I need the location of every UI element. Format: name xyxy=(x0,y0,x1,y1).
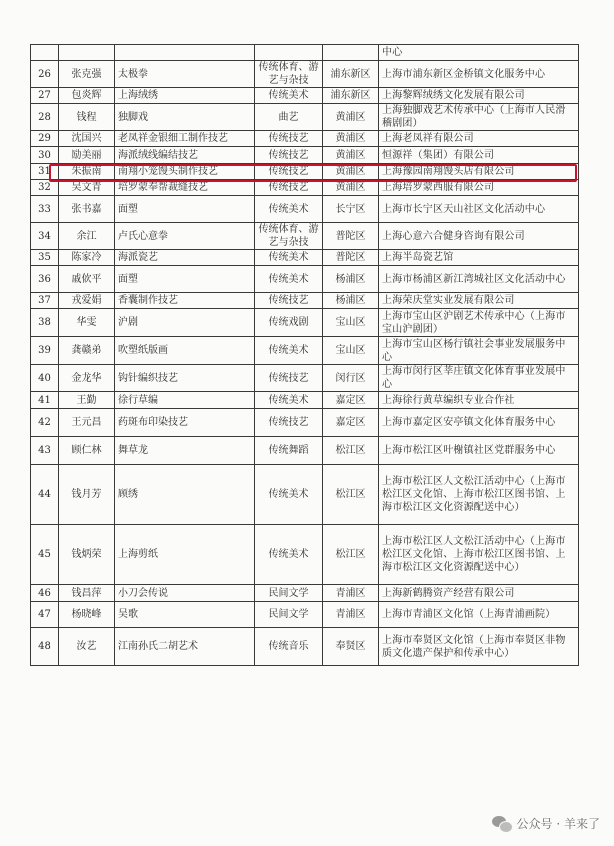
table-row xyxy=(31,164,579,180)
cell-number: 45 xyxy=(31,525,59,585)
table-body xyxy=(31,45,579,666)
cell-category: 传统美术 xyxy=(255,88,323,104)
cell-district: 浦东新区 xyxy=(323,88,379,104)
cell-unit: 上海市松江区人文松江活动中心（上海市松江区文化馆、上海市松江区图书馆、上海市松江区文化资源配送中心） xyxy=(379,525,579,585)
cell-unit: 上海培罗蒙西服有限公司 xyxy=(379,180,579,196)
cell-name: 陈家冷 xyxy=(59,250,115,266)
cell-project: 药斑布印染技艺 xyxy=(115,409,255,437)
cell-number: 30 xyxy=(31,147,59,164)
cell-district: 青浦区 xyxy=(323,602,379,628)
cell-project: 面塑 xyxy=(115,196,255,223)
table-row xyxy=(31,147,579,164)
cell-number: 47 xyxy=(31,602,59,628)
cell-category: 传统美术 xyxy=(255,525,323,585)
cell-district: 宝山区 xyxy=(323,337,379,365)
cell-number: 39 xyxy=(31,337,59,365)
cell-category: 传统舞蹈 xyxy=(255,437,323,465)
cell-project: 顾绣 xyxy=(115,465,255,525)
cell-district: 闵行区 xyxy=(323,365,379,392)
cell-number: 36 xyxy=(31,266,59,293)
cell-unit: 上海市宝山区沪剧艺术传承中心（上海市宝山沪剧团） xyxy=(379,309,579,337)
cell-unit: 上海市奉贤区文化馆（上海市奉贤区非物质文化遗产保护和传承中心） xyxy=(379,628,579,666)
cell-category: 曲艺 xyxy=(255,104,323,131)
cell-category: 传统技艺 xyxy=(255,180,323,196)
table-row xyxy=(31,180,579,196)
table-row xyxy=(31,628,579,666)
cell-project: 上海绒绣 xyxy=(115,88,255,104)
cell-category: 传统技艺 xyxy=(255,293,323,309)
cell-number: 31 xyxy=(31,164,59,180)
cell-category: 传统技艺 xyxy=(255,147,323,164)
cell-category: 传统技艺 xyxy=(255,164,323,180)
cell-unit: 上海新鹤腾资产经营有限公司 xyxy=(379,585,579,602)
cell-district: 杨浦区 xyxy=(323,266,379,293)
cell-number: 29 xyxy=(31,131,59,147)
cell-category: 传统技艺 xyxy=(255,409,323,437)
cell-number: 35 xyxy=(31,250,59,266)
cell-number: 27 xyxy=(31,88,59,104)
cell-project: 海派瓷艺 xyxy=(115,250,255,266)
table-row xyxy=(31,309,579,337)
table-row xyxy=(31,266,579,293)
cell-number: 28 xyxy=(31,104,59,131)
cell-name: 华雯 xyxy=(59,309,115,337)
cell-unit: 上海市松江区人文松江活动中心（上海市松江区文化馆、上海市松江区图书馆、上海市松江区文化资源配送中心） xyxy=(379,465,579,525)
cell-project: 上海剪纸 xyxy=(115,525,255,585)
cell-name: 龚赣弟 xyxy=(59,337,115,365)
cell-name: 励美丽 xyxy=(59,147,115,164)
cell-district: 嘉定区 xyxy=(323,392,379,409)
cell-district: 黄浦区 xyxy=(323,131,379,147)
cell-project: 太极拳 xyxy=(115,61,255,88)
cell-unit: 上海黎辉绒绣文化发展有限公司 xyxy=(379,88,579,104)
cell-unit: 上海半岛瓷艺馆 xyxy=(379,250,579,266)
cell-name: 钱炳荣 xyxy=(59,525,115,585)
cell-project: 沪剧 xyxy=(115,309,255,337)
cell-name: 吴文青 xyxy=(59,180,115,196)
cell-number: 44 xyxy=(31,465,59,525)
cell-project: 老凤祥金银细工制作技艺 xyxy=(115,131,255,147)
cell-category xyxy=(255,45,323,61)
cell-category: 传统美术 xyxy=(255,250,323,266)
cell-unit: 上海荣庆堂实业发展有限公司 xyxy=(379,293,579,309)
table-row xyxy=(31,131,579,147)
cell-unit: 中心 xyxy=(379,45,579,61)
cell-project xyxy=(115,45,255,61)
cell-project: 培罗蒙奉帮裁缝技艺 xyxy=(115,180,255,196)
table-row xyxy=(31,223,579,250)
cell-number: 42 xyxy=(31,409,59,437)
cell-unit: 上海市宝山区杨行镇社会事业发展服务中心 xyxy=(379,337,579,365)
cell-category: 传统音乐 xyxy=(255,628,323,666)
cell-district: 青浦区 xyxy=(323,585,379,602)
cell-unit: 上海独脚戏艺术传承中心（上海市人民滑稽剧团） xyxy=(379,104,579,131)
cell-unit: 上海市浦东新区金桥镇文化服务中心 xyxy=(379,61,579,88)
table-row xyxy=(31,104,579,131)
cell-category: 民间文学 xyxy=(255,585,323,602)
inheritor-table xyxy=(30,44,579,666)
cell-category: 传统美术 xyxy=(255,266,323,293)
cell-number: 40 xyxy=(31,365,59,392)
table-row xyxy=(31,525,579,585)
cell-project: 吹塑纸版画 xyxy=(115,337,255,365)
cell-unit: 上海市长宁区天山社区文化活动中心 xyxy=(379,196,579,223)
cell-name: 张克强 xyxy=(59,61,115,88)
cell-name: 余江 xyxy=(59,223,115,250)
cell-unit: 上海徐行黄草编织专业合作社 xyxy=(379,392,579,409)
wechat-icon xyxy=(492,816,512,832)
cell-name: 杨晓峰 xyxy=(59,602,115,628)
cell-project: 江南孙氏二胡艺术 xyxy=(115,628,255,666)
cell-unit: 上海豫园南翔馒头店有限公司 xyxy=(379,164,579,180)
table-row xyxy=(31,602,579,628)
cell-number xyxy=(31,45,59,61)
table-row xyxy=(31,365,579,392)
cell-name: 张书嘉 xyxy=(59,196,115,223)
cell-district: 普陀区 xyxy=(323,223,379,250)
cell-name: 钱昌萍 xyxy=(59,585,115,602)
cell-number: 33 xyxy=(31,196,59,223)
cell-category: 传统体育、游艺与杂技 xyxy=(255,61,323,88)
cell-number: 43 xyxy=(31,437,59,465)
cell-category: 传统美术 xyxy=(255,465,323,525)
cell-category: 传统技艺 xyxy=(255,131,323,147)
cell-unit: 上海市松江区叶榭镇社区党群服务中心 xyxy=(379,437,579,465)
table-row xyxy=(31,45,579,61)
cell-category: 民间文学 xyxy=(255,602,323,628)
cell-unit: 上海市闵行区莘庄镇文化体育事业发展中心 xyxy=(379,365,579,392)
cell-district: 黄浦区 xyxy=(323,104,379,131)
cell-district: 杨浦区 xyxy=(323,293,379,309)
table-row xyxy=(31,437,579,465)
cell-unit: 恒源祥（集团）有限公司 xyxy=(379,147,579,164)
cell-district: 嘉定区 xyxy=(323,409,379,437)
cell-unit: 上海市青浦区文化馆（上海青浦画院） xyxy=(379,602,579,628)
table-row xyxy=(31,409,579,437)
cell-project: 香囊制作技艺 xyxy=(115,293,255,309)
cell-district xyxy=(323,45,379,61)
cell-project: 南翔小笼馒头制作技艺 xyxy=(115,164,255,180)
cell-project: 徐行草编 xyxy=(115,392,255,409)
table-row xyxy=(31,392,579,409)
cell-category: 传统美术 xyxy=(255,392,323,409)
cell-number: 32 xyxy=(31,180,59,196)
cell-name: 汝艺 xyxy=(59,628,115,666)
cell-name: 钱月芳 xyxy=(59,465,115,525)
cell-name: 包炎辉 xyxy=(59,88,115,104)
cell-district: 黄浦区 xyxy=(323,147,379,164)
cell-unit: 上海市杨浦区新江湾城社区文化活动中心 xyxy=(379,266,579,293)
cell-project: 舞草龙 xyxy=(115,437,255,465)
cell-district: 松江区 xyxy=(323,465,379,525)
cell-unit: 上海老凤祥有限公司 xyxy=(379,131,579,147)
cell-number: 26 xyxy=(31,61,59,88)
table-row xyxy=(31,61,579,88)
cell-name: 钱程 xyxy=(59,104,115,131)
cell-project: 卢氏心意拳 xyxy=(115,223,255,250)
cell-name: 王元昌 xyxy=(59,409,115,437)
table-row xyxy=(31,293,579,309)
cell-name: 戎爱娟 xyxy=(59,293,115,309)
cell-number: 37 xyxy=(31,293,59,309)
table-row xyxy=(31,337,579,365)
cell-project: 小刀会传说 xyxy=(115,585,255,602)
cell-number: 38 xyxy=(31,309,59,337)
table-row xyxy=(31,585,579,602)
cell-name: 顾仁林 xyxy=(59,437,115,465)
cell-district: 浦东新区 xyxy=(323,61,379,88)
cell-district: 普陀区 xyxy=(323,250,379,266)
cell-category: 传统技艺 xyxy=(255,365,323,392)
cell-name: 沈国兴 xyxy=(59,131,115,147)
cell-unit: 上海市嘉定区安亭镇文化体育服务中心 xyxy=(379,409,579,437)
cell-project: 吴歌 xyxy=(115,602,255,628)
cell-district: 松江区 xyxy=(323,437,379,465)
table-row xyxy=(31,465,579,525)
cell-district: 宝山区 xyxy=(323,309,379,337)
cell-name: 戚佽平 xyxy=(59,266,115,293)
cell-district: 奉贤区 xyxy=(323,628,379,666)
cell-category: 传统美术 xyxy=(255,337,323,365)
cell-number: 48 xyxy=(31,628,59,666)
cell-category: 传统美术 xyxy=(255,196,323,223)
table-row xyxy=(31,250,579,266)
table-row xyxy=(31,88,579,104)
cell-name xyxy=(59,45,115,61)
cell-project: 钩针编织技艺 xyxy=(115,365,255,392)
watermark xyxy=(492,815,600,832)
watermark-label: 公众号 · 羊来了 xyxy=(516,817,600,831)
cell-project: 面塑 xyxy=(115,266,255,293)
cell-category: 传统体育、游艺与杂技 xyxy=(255,223,323,250)
cell-district: 长宁区 xyxy=(323,196,379,223)
cell-district: 黄浦区 xyxy=(323,164,379,180)
cell-name: 朱振南 xyxy=(59,164,115,180)
cell-project: 独脚戏 xyxy=(115,104,255,131)
cell-number: 34 xyxy=(31,223,59,250)
cell-district: 黄浦区 xyxy=(323,180,379,196)
table-row xyxy=(31,196,579,223)
cell-category: 传统戏剧 xyxy=(255,309,323,337)
cell-district: 松江区 xyxy=(323,525,379,585)
cell-number: 41 xyxy=(31,392,59,409)
cell-name: 王勤 xyxy=(59,392,115,409)
cell-project: 海派绒线编结技艺 xyxy=(115,147,255,164)
cell-number: 46 xyxy=(31,585,59,602)
cell-unit: 上海心意六合健身咨询有限公司 xyxy=(379,223,579,250)
cell-name: 金龙华 xyxy=(59,365,115,392)
